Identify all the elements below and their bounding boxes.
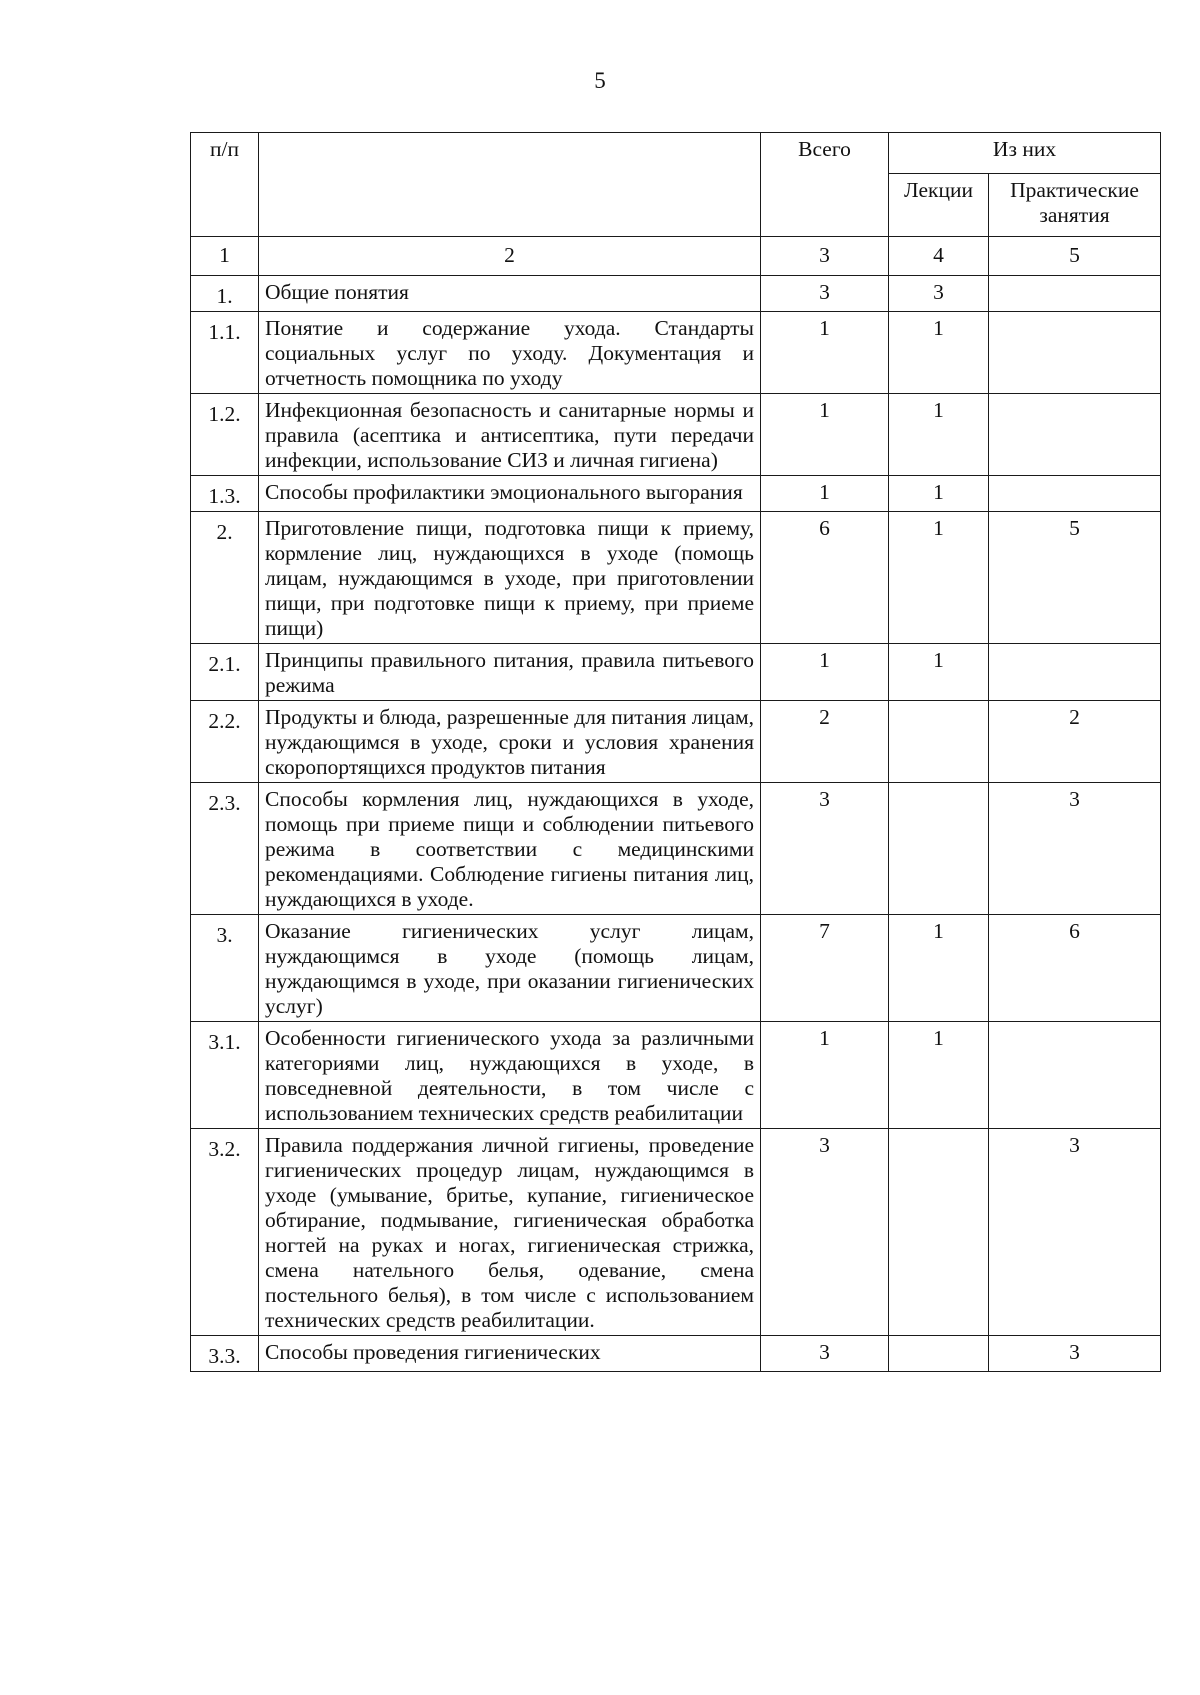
row-name: Способы проведения гигиенических	[259, 1336, 761, 1372]
column-index-5: 5	[989, 237, 1161, 276]
row-practice: 3	[989, 783, 1161, 915]
row-lectures	[889, 783, 989, 915]
row-name: Способы кормления лиц, нуждающихся в уходе, помощь при приеме пищи и соблюдении питьевого режима в соответствии с медицинскими рекомендациями. Соблюдение гигиены питания лиц, нуждающихся в уходе.	[259, 783, 761, 915]
row-total: 1	[761, 394, 889, 476]
row-total: 3	[761, 1336, 889, 1372]
row-practice: 2	[989, 701, 1161, 783]
row-lectures	[889, 1129, 989, 1336]
row-practice	[989, 476, 1161, 512]
table-row	[191, 312, 1161, 394]
row-lectures: 1	[889, 644, 989, 701]
row-practice: 3	[989, 1129, 1161, 1336]
column-index-2: 2	[259, 237, 761, 276]
row-num: 3.3.	[191, 1336, 259, 1372]
table-row	[191, 1129, 1161, 1336]
row-num: 3.2.	[191, 1129, 259, 1336]
row-total: 3	[761, 1129, 889, 1336]
table-row	[191, 1022, 1161, 1129]
row-name: Понятие и содержание ухода. Стандарты социальных услуг по уходу. Документация и отчетность помощника по уходу	[259, 312, 761, 394]
row-lectures: 1	[889, 476, 989, 512]
row-practice	[989, 394, 1161, 476]
row-lectures: 1	[889, 512, 989, 644]
table-row	[191, 476, 1161, 512]
header-total: Всего	[761, 133, 889, 237]
header-name	[259, 133, 761, 237]
row-practice: 3	[989, 1336, 1161, 1372]
row-num: 2.1.	[191, 644, 259, 701]
column-index-row	[191, 237, 1161, 276]
row-total: 1	[761, 644, 889, 701]
row-total: 2	[761, 701, 889, 783]
table-row	[191, 644, 1161, 701]
table-row	[191, 783, 1161, 915]
table-row	[191, 1336, 1161, 1372]
row-name: Правила поддержания личной гигиены, проведение гигиенических процедур лицам, нуждающимся в уходе (умывание, бритье, купание, гигиеническое обтирание, подмывание, гигиеническая обработка ногтей на руках и ногах, гигиеническая стрижка, смена нательного белья, одевание, смена постельного белья), в том числе с использованием технических средств реабилитации.	[259, 1129, 761, 1336]
row-num: 2.3.	[191, 783, 259, 915]
row-num: 3.1.	[191, 1022, 259, 1129]
row-total: 3	[761, 783, 889, 915]
row-total: 7	[761, 915, 889, 1022]
column-index-3: 3	[761, 237, 889, 276]
table-row	[191, 915, 1161, 1022]
row-num: 1.1.	[191, 312, 259, 394]
row-num: 2.	[191, 512, 259, 644]
row-practice	[989, 312, 1161, 394]
row-num: 2.2.	[191, 701, 259, 783]
table-row	[191, 701, 1161, 783]
row-name: Принципы правильного питания, правила питьевого режима	[259, 644, 761, 701]
header-of-which: Из них	[889, 133, 1161, 174]
row-total: 1	[761, 476, 889, 512]
row-total: 1	[761, 1022, 889, 1129]
row-lectures	[889, 701, 989, 783]
curriculum-table	[190, 132, 1161, 1372]
row-name: Общие понятия	[259, 276, 761, 312]
row-practice	[989, 644, 1161, 701]
row-num: 1.2.	[191, 394, 259, 476]
row-practice: 6	[989, 915, 1161, 1022]
row-practice: 5	[989, 512, 1161, 644]
row-num: 1.3.	[191, 476, 259, 512]
row-lectures: 1	[889, 312, 989, 394]
row-lectures: 3	[889, 276, 989, 312]
table-row	[191, 276, 1161, 312]
row-lectures: 1	[889, 915, 989, 1022]
row-name: Инфекционная безопасность и санитарные нормы и правила (асептика и антисептика, пути передачи инфекции, использование СИЗ и личная гигиена)	[259, 394, 761, 476]
row-total: 6	[761, 512, 889, 644]
row-practice	[989, 276, 1161, 312]
header-practice: Практические занятия	[989, 174, 1161, 237]
table-body	[191, 237, 1161, 1372]
row-name: Способы профилактики эмоционального выгорания	[259, 476, 761, 512]
row-total: 1	[761, 312, 889, 394]
column-index-4: 4	[889, 237, 989, 276]
row-practice	[989, 1022, 1161, 1129]
table-row	[191, 512, 1161, 644]
header-num: п/п	[191, 133, 259, 237]
row-name: Приготовление пищи, подготовка пищи к приему, кормление лиц, нуждающихся в уходе (помощь лицам, нуждающимся в уходе, при приготовлении пищи, при подготовке пищи к приему, при приеме пищи)	[259, 512, 761, 644]
row-total: 3	[761, 276, 889, 312]
column-index-1: 1	[191, 237, 259, 276]
row-lectures: 1	[889, 394, 989, 476]
row-num: 3.	[191, 915, 259, 1022]
row-num: 1.	[191, 276, 259, 312]
page-number: 5	[594, 68, 606, 93]
table-header	[191, 133, 1161, 237]
row-name: Продукты и блюда, разрешенные для питания лицам, нуждающимся в уходе, сроки и условия хранения скоропортящихся продуктов питания	[259, 701, 761, 783]
row-lectures: 1	[889, 1022, 989, 1129]
row-lectures	[889, 1336, 989, 1372]
row-name: Оказание гигиенических услуг лицам, нуждающимся в уходе (помощь лицам, нуждающимся в уходе, при оказании гигиенических услуг)	[259, 915, 761, 1022]
header-lectures: Лекции	[889, 174, 989, 237]
row-name: Особенности гигиенического ухода за различными категориями лиц, нуждающихся в уходе, в повседневной деятельности, в том числе с использованием технических средств реабилитации	[259, 1022, 761, 1129]
table-row	[191, 394, 1161, 476]
